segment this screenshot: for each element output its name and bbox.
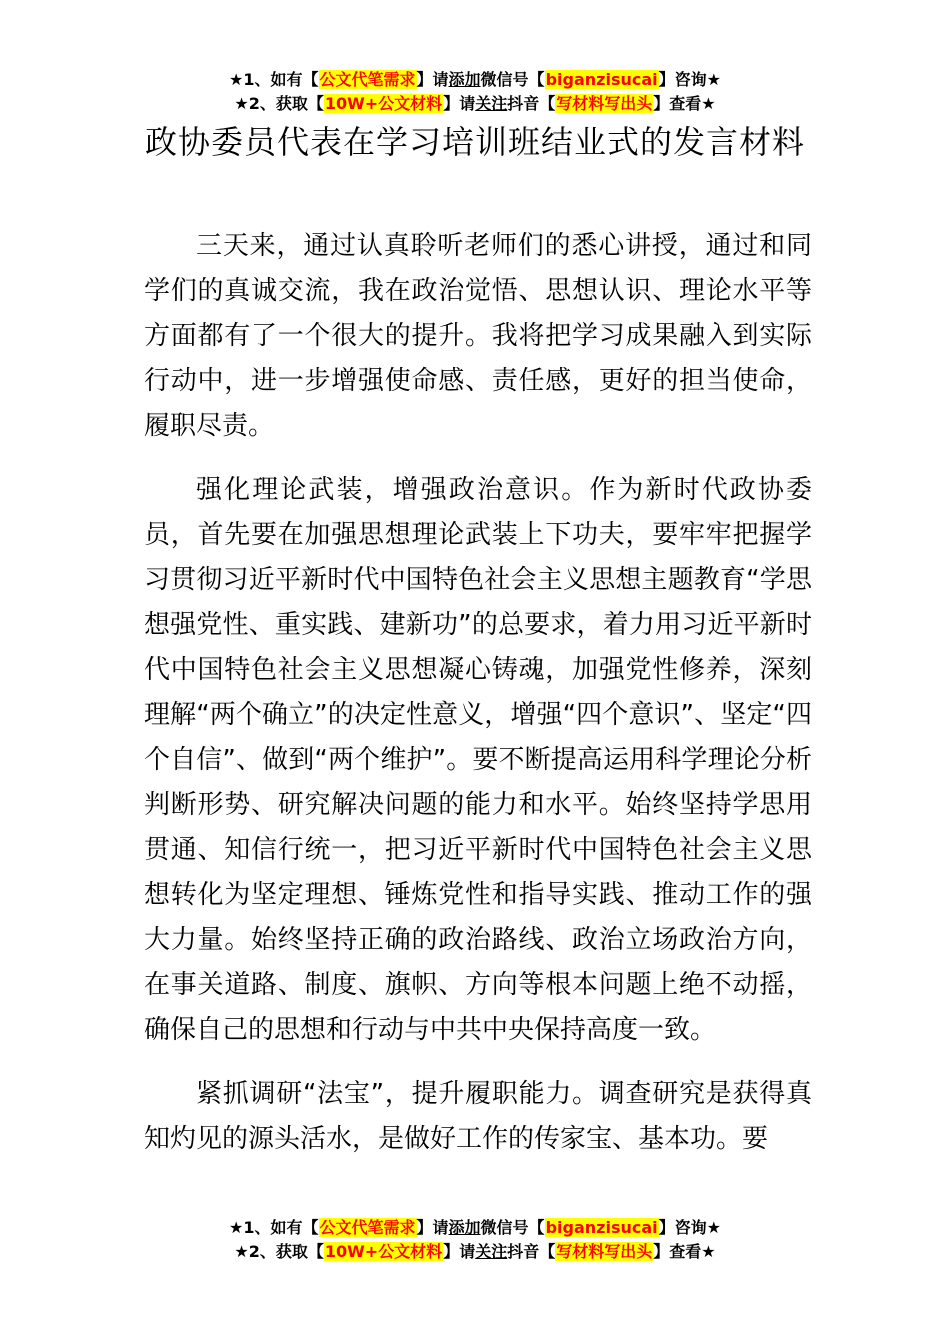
paragraph-2: 强化理论武装，增强政治意识。作为新时代政协委员，首先要在加强思想理论武装上下功夫，要牢牢把握学习贯彻习近平新时代中国特色社会主义思想主题教育“学思想强党性、重实践、建新功”的总要求，着力用习近平新时代中国特色社会主义思想凝心铸魂，加强党性修养，深刻理解“两个确立”的决定性意义，增强“四个意识”、坚定“四个自信”、做到“两个维护”。要不断提高运用科学理论分析判断形势、研究解决问题的能力和水平。始终坚持学思用贯通、知信行统一，把习近平新时代中国特色社会主义思想转化为坚定理想、锤炼党性和指导实践、推动工作的强大力量。始终坚持正确的政治路线、政治立场政治方向，在事关道路、制度、旗帜、方向等根本问题上绝不动摇，确保自己的思想和行动与中共中央保持高度一致。 xyxy=(144,475,812,1045)
banner-text: 】请 xyxy=(443,1242,476,1261)
banner-highlight: 10W+公文材料 xyxy=(324,94,443,113)
banner-line-2 xyxy=(0,92,950,116)
banner-text: 2、获取【 xyxy=(248,1242,324,1261)
banner-line-2 xyxy=(0,1240,950,1264)
banner-line-1 xyxy=(0,1216,950,1240)
banner-text: 微信号【 xyxy=(480,70,545,89)
banner-highlight: biganzisucai xyxy=(545,1218,658,1237)
banner-highlight: 10W+公文材料 xyxy=(324,1242,443,1261)
banner-highlight: 公文代笔需求 xyxy=(319,1218,416,1237)
banner-text: 】咨询★ xyxy=(658,70,721,89)
banner-text: 抖音【 xyxy=(507,1242,556,1261)
paragraph-1: 三天来，通过认真聆听老师们的悉心讲授，通过和同学们的真诚交流，我在政治觉悟、思想认识、理论水平等方面都有了一个很大的提升。我将把学习成果融入到实际行动中，进一步增强使命感、责任感，更好的担当使命，履职尽责。 xyxy=(144,231,812,441)
banner-highlight: 写材料写出头 xyxy=(556,1242,653,1261)
banner-text: 】查看★ xyxy=(653,1242,716,1261)
document-title: 政协委员代表在学习培训班结业式的发言材料 xyxy=(144,123,805,161)
document-body xyxy=(144,224,812,1181)
banner-text: 2、获取【 xyxy=(248,94,324,113)
banner-highlight: 公文代笔需求 xyxy=(319,70,416,89)
banner-text: 】请 xyxy=(416,70,449,89)
star-icon: ★ xyxy=(234,94,249,113)
banner-text: 1、如有【 xyxy=(243,1218,319,1237)
header-banner xyxy=(0,68,950,116)
footer-banner xyxy=(0,1216,950,1264)
banner-text: 】请 xyxy=(416,1218,449,1237)
star-icon: ★ xyxy=(229,1218,244,1237)
banner-underline: 关注 xyxy=(475,1242,508,1261)
paragraph-3: 紧抓调研“法宝”，提升履职能力。调查研究是获得真知灼见的源头活水，是做好工作的传家宝、基本功。要 xyxy=(144,1079,812,1154)
banner-line-1 xyxy=(0,68,950,92)
banner-text: 抖音【 xyxy=(507,94,556,113)
star-icon: ★ xyxy=(229,70,244,89)
banner-underline: 关注 xyxy=(475,94,508,113)
banner-underline: 添加 xyxy=(448,1218,481,1237)
banner-highlight: biganzisucai xyxy=(545,70,658,89)
banner-text: 微信号【 xyxy=(480,1218,545,1237)
star-icon: ★ xyxy=(234,1242,249,1261)
banner-text: 】查看★ xyxy=(653,94,716,113)
banner-text: 】咨询★ xyxy=(658,1218,721,1237)
banner-text: 】请 xyxy=(443,94,476,113)
banner-highlight: 写材料写出头 xyxy=(556,94,653,113)
banner-text: 1、如有【 xyxy=(243,70,319,89)
banner-underline: 添加 xyxy=(448,70,481,89)
